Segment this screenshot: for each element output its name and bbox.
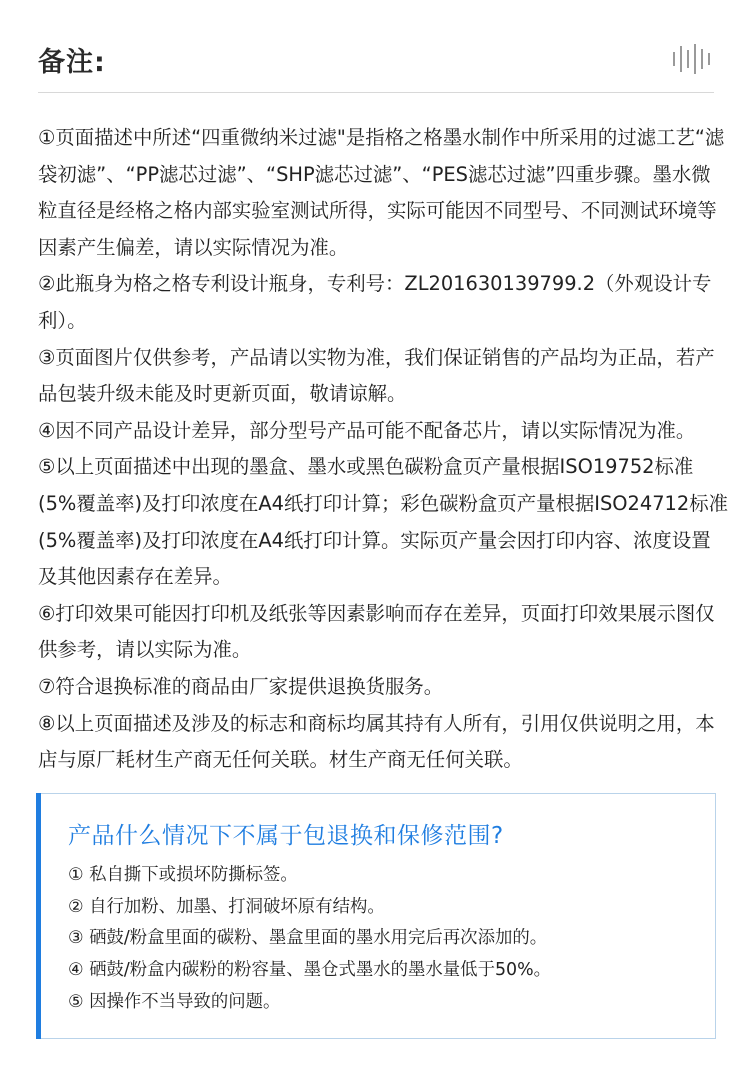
note-item-3: ③页面图片仅供参考，产品请以实物为准，我们保证销售的产品均为正品，若产品包装升级未能及时更新页面，敬请谅解。 [38,345,715,406]
exclusion-item-5: ⑤ 因操作不当导致的问题。 [68,991,281,1012]
note-item-4: ④因不同产品设计差异，部分型号产品可能不配备芯片，请以实际情况为准。 [38,418,696,442]
exclusion-item-1: ① 私自撕下或损坏防撕标签。 [68,865,298,885]
note-item-1: ①页面描述中所述“四重微纳米过滤"是指格之格墨水制作中所采用的过滤工艺“滤袋初滤”、“PP滤芯过滤”、“SHP滤芯过滤”、“PES滤芯过滤”四重步骤。墨水微粒直径是经格之格内部实验室测试所得，实际可能因不同型号、不同测试环境等因素产生偏差，请以实际情况为准。 [38,126,725,259]
note-item-7: ⑦符合退换标准的商品由厂家提供退换货服务。 [38,674,444,698]
exclusion-item-3: ③ 硒鼓/粉盒里面的碳粉、墨盒里面的墨水用完后再次添加的。 [68,928,548,949]
warranty-exclusions-box [36,793,716,1039]
exclusion-item-2: ② 自行加粉、加墨、打洞破坏原有结构。 [68,896,385,917]
exclusion-item-4: ④ 硒鼓/粉盒内碳粉的粉容量、墨仓式墨水的墨水量低于50%。 [68,960,552,981]
note-item-6: ⑥打印效果可能因打印机及纸张等因素影响而存在差异，页面打印效果展示图仅供参考，请以实际为准。 [38,601,715,662]
notes-list [38,120,728,779]
callout-title: 产品什么情况下不属于包退换和保修范围? [68,823,504,849]
page-title: 备注: [38,47,106,78]
sound-bars-icon [672,44,712,74]
note-item-5: ⑤以上页面描述中出现的墨盒、墨水或黑色碳粉盒页产量根据ISO19752标准(5%覆盖率)及打印浓度在A4纸打印计算；彩色碳粉盒页产量根据ISO24712标准(5%覆盖率)及打印浓度在A4纸打印计算。实际页产量会因打印内容、浓度设置及其他因素存在差异。 [38,455,729,589]
note-item-8: ⑧以上页面描述及涉及的标志和商标均属其持有人所有，引用仅供说明之用，本店与原厂耗材生产商无任何关联。材生产商无任何关联。 [38,711,715,772]
callout-accent-bar [36,793,41,1039]
exclusion-list [68,860,551,1019]
note-item-2: ②此瓶身为格之格专利设计瓶身，专利号：ZL201630139799.2（外观设计专利）。 [38,272,712,332]
notes-header [38,36,714,93]
